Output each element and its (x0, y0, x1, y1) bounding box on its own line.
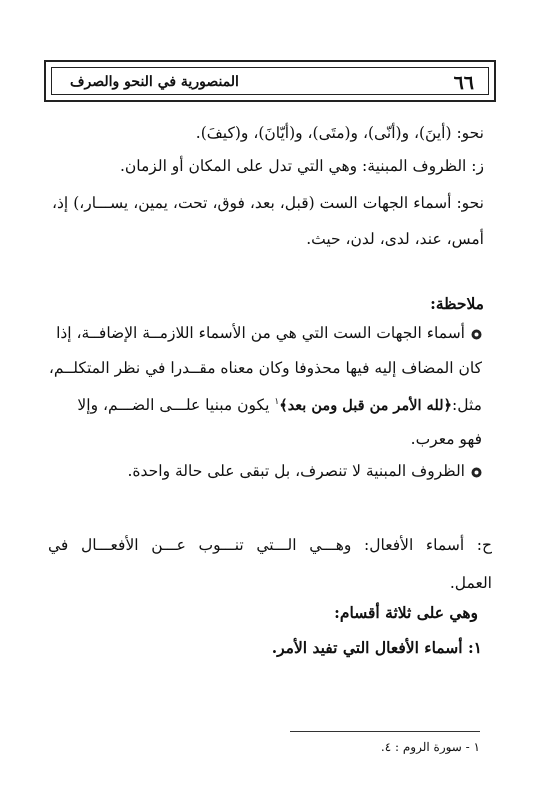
bullet-one-text-3: يكون مبنيا علـــى الضـــم، وإلا (77, 396, 270, 415)
example-label: مثل: (452, 396, 482, 415)
bullet-two-line (52, 458, 482, 484)
footnote-rule (290, 731, 480, 732)
bullet-two-text: الظروف المبنية لا تنصرف، بل تبقى على حالة واحدة. (127, 462, 465, 480)
text-line-work: العمل. (449, 574, 492, 592)
header-frame (44, 60, 496, 102)
flower-bullet-icon (471, 467, 482, 478)
footnote: ١ - سورة الروم : ٤. (380, 740, 480, 754)
text-line-first-division: ١: أسماء الأفعال التي تفيد الأمر. (271, 638, 482, 657)
bullet-one-text-1: أسماء الجهات الست التي هي من الأسماء اللازمــة الإضافــة، إذا (56, 324, 465, 342)
page-number: ٦٦ (453, 72, 474, 94)
text-line-divisions: وهي على ثلاثة أقسام: (334, 603, 478, 622)
text-line-examples: نحو: (أينَ)، و(أنّى)، و(متَى)، و(أيّانَ)، و(كيفَ). (195, 124, 484, 142)
footnote-marker: ١ (274, 397, 280, 407)
text-line-directions: نحو: أسماء الجهات الست (قبل، بعد، فوق، تحت، يمين، يســـار،) إذ، (52, 194, 484, 212)
text-line-adverbs: أمس، عند، لدى، لدن، حيث. (306, 230, 484, 248)
bullet-one-line-2: كان المضاف إليه فيها محذوفا وكان معناه مقــدرا في نظر المتكلــم، (48, 359, 482, 377)
header-inner-border (51, 67, 489, 95)
book-title: المنصورية في النحو والصرف (70, 74, 239, 90)
note-heading: ملاحظة: (430, 294, 484, 313)
bullet-one-line-1 (52, 320, 482, 346)
flower-bullet-icon (471, 329, 482, 340)
bullet-one-line-3 (52, 389, 482, 419)
quran-quote: ﴿لله الأمر من قبل ومن بعد﴾ (279, 397, 453, 415)
text-line-haa: ح: أسماء الأفعال: وهـــي الـــتي تنـــوب عـــن الأفعـــال في (48, 536, 492, 554)
bullet-one-line-4: فهو معرب. (410, 430, 482, 448)
text-line-zay: ز: الظروف المبنية: وهي التي تدل على المكان أو الزمان. (119, 157, 484, 175)
